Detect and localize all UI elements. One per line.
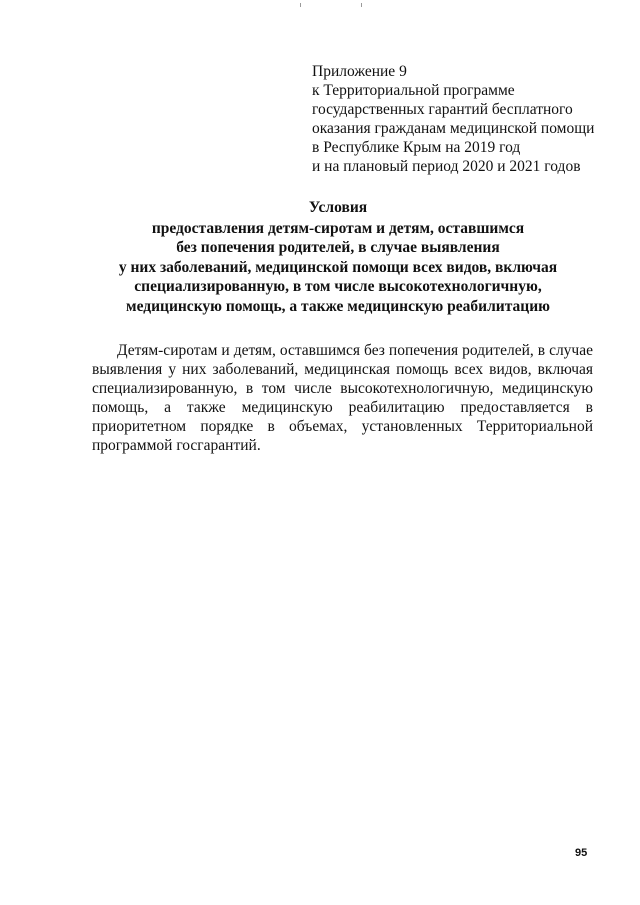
title-line: медицинскую помощь, а также медицинскую реабилитацию bbox=[126, 297, 550, 315]
appendix-line: в Республике Крым на 2019 год bbox=[312, 139, 521, 156]
page-number: 95 bbox=[575, 847, 588, 859]
appendix-line: к Территориальной программе bbox=[312, 82, 515, 99]
appendix-line: Приложение 9 bbox=[312, 63, 407, 80]
body-paragraph: Детям-сиротам и детям, оставшимся без попечения родителей, в случае выявления у них заболеваний, медицинская помощь всех видов, включая специализированную, в том числе высокотехнологичную, медицинскую помощь, а также медицинскую реабилитацию предоставляется в приоритетном порядке в объемах, установленных Территориальной программой госгарантий. bbox=[92, 342, 593, 454]
title-line: у них заболеваний, медицинской помощи всех видов, включая bbox=[118, 258, 558, 276]
title-line: без попечения родителей, в случае выявления bbox=[176, 239, 500, 256]
title-line: предоставления детям-сиротам и детям, оставшимся bbox=[151, 219, 525, 237]
appendix-line: оказания гражданам медицинской помощи bbox=[312, 120, 595, 137]
appendix-header bbox=[312, 62, 612, 176]
appendix-line: государственных гарантий бесплатного bbox=[312, 101, 573, 118]
scan-mark bbox=[361, 3, 362, 7]
scan-mark bbox=[300, 3, 301, 7]
title-line: специализированную, в том числе высокотехнологичную, bbox=[134, 278, 542, 295]
appendix-line: и на плановый период 2020 и 2021 годов bbox=[312, 158, 581, 175]
title-heading: Условия bbox=[308, 199, 368, 216]
document-title bbox=[80, 198, 596, 316]
